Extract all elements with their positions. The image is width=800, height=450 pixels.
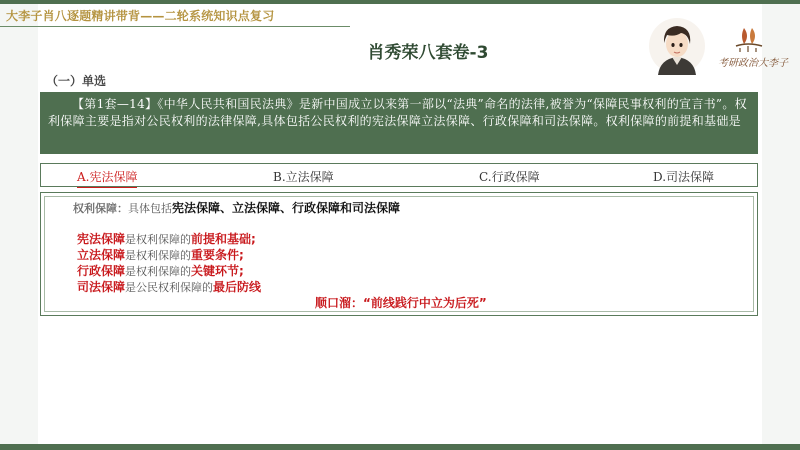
page-title-text: 肖秀荣八套卷-3 [367,43,489,63]
mnemonic-label: 顺口溜： [315,296,364,310]
question-box [40,92,758,154]
avatar [648,17,706,75]
logo-flame-shape [742,28,747,44]
summary-prefix: 权利保障： [73,202,128,215]
explanation-summary [73,200,400,217]
explanation-box [40,192,758,316]
line-mid: 是权利保障的 [125,249,192,262]
line-key: 重要条件; [191,248,244,262]
explanation-line [77,263,244,280]
mnemonic [315,295,487,311]
header-series-title: 大李子肖八逐题精讲带背——二轮系统知识点复习 [6,9,275,23]
line-term: 立法保障 [77,248,126,262]
line-mid: 是公民权利保障的 [125,281,214,294]
logo-caption: 考研政治大李子 [718,58,788,69]
summary-mid: 具体包括 [128,202,172,215]
mnemonic-text: “前线践行中立为后死” [363,296,487,310]
line-key: 最后防线 [213,280,262,294]
slide-margin-left [0,0,38,450]
option-c[interactable]: C.行政保障 [479,170,540,184]
option-b[interactable]: B.立法保障 [273,170,334,184]
options-row [40,163,758,187]
option-d[interactable]: D.司法保障 [653,170,715,184]
logo-leaf-shape [750,28,755,44]
top-accent-bar [0,0,800,4]
header-divider [0,26,350,27]
line-mid: 是权利保障的 [125,265,192,278]
line-mid: 是权利保障的 [125,233,192,246]
explanation-line [77,231,256,248]
brand-logo [714,24,792,72]
summary-items: 宪法保障、立法保障、行政保障和司法保障 [172,201,401,215]
bottom-accent-bar [0,444,800,450]
line-key: 前提和基础; [191,232,256,246]
option-a[interactable]: A.宪法保障 [77,170,138,184]
line-term: 行政保障 [77,264,126,278]
line-key: 关键环节; [191,264,244,278]
line-term: 宪法保障 [77,232,126,246]
question-text: 【第1套—14】《中华人民共和国民法典》是新中国成立以来第一部以“法典”命名的法律,被誉为“保障民事权利的宣言书”。权利保障主要是指对公民权利的法律保障,具体包括公民权利的宪法保障立法保障、行政保障和司法保障。权利保障的前提和基础是 [48,97,747,128]
explanation-line [77,279,261,296]
explanation-line [77,247,244,264]
section-label: （一）单选 [46,74,107,88]
line-term: 司法保障 [77,280,126,294]
